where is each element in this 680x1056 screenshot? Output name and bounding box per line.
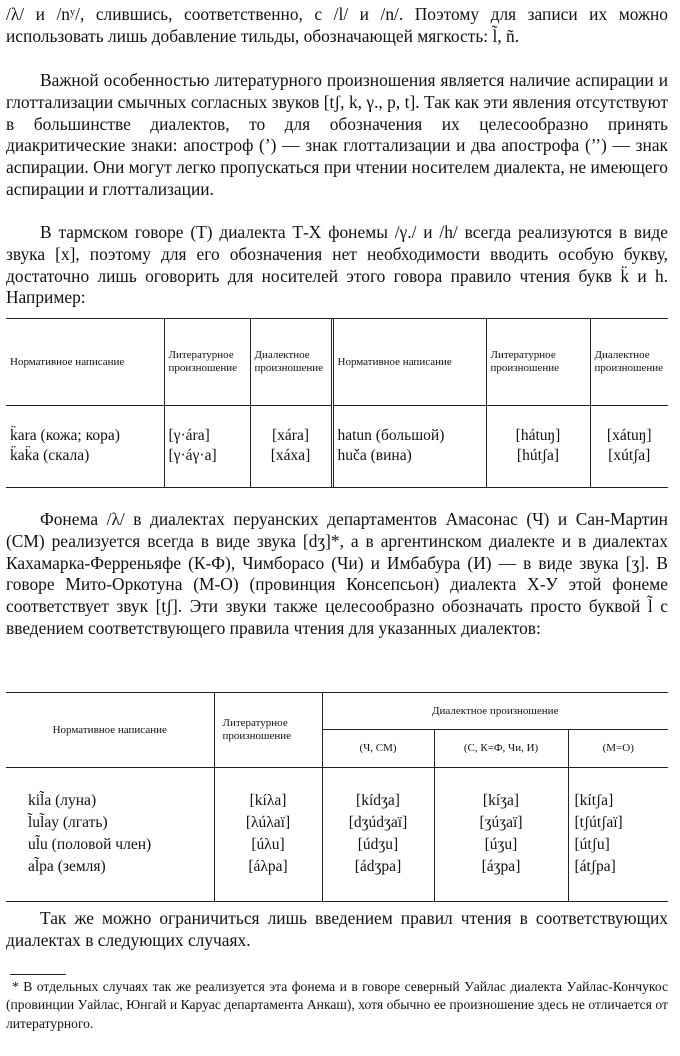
paragraph-4: Фонема /λ/ в диалектах перуанских департаментов Амасонас (Ч) и Сан-Мартин (СМ) реализуется всегда в виде звука [dʒ]*, а в аргентинском диалекте и в диалектах Кахамарка-Ферреньяфе (К-Ф), Чимборасо (Чи) и Имбабура (И) — в виде звука [ʒ]. В говоре Мито-Оркотуна (М-О) (провинция Консепсьон) диалекта Х-У этой фонеме соответствует звук [tʃ]. Эти звуки также целесообразно обозначать просто буквой l̃ с введением соответствующего правила чтения для указанных диалектов: bbox=[6, 509, 668, 638]
paragraph-3: В тармском говоре (Т) диалекта Т-Х фонемы /γ./ и /h/ всегда реализуются в виде звука [x], поэтому для его обозначения нет необходимости вводить особую букву, достаточно лишь оговорить для носителей этого говора правило чтения букв k̈ и h. Например: bbox=[6, 222, 668, 308]
table2-subheader: (М=О) bbox=[568, 729, 668, 767]
table1-header: Нормативное написание bbox=[332, 319, 486, 405]
table1-bottom-rule bbox=[6, 487, 668, 488]
table2-header-row bbox=[6, 693, 668, 729]
paragraph-2: Важной особенностью литературного произношения является наличие аспирации и глоттализации смычных согласных звуков [tʃ, k, γ., p, t]. Так как эти явления отсутствуют в большинстве диалектов, то для обозначения их целесообразно принять диакритические знаки: апостроф (’) — знак глоттализации и два апострофа (’’) — знак аспирации. Они могут легко пропускаться при чтении носителем диалекта, не имеющего аспирации и глоттализации. bbox=[6, 70, 668, 199]
table2-header: Нормативное написание bbox=[6, 693, 214, 767]
table1-body bbox=[6, 405, 668, 487]
table1-cell: k̈ara (кожа; кора) k̈ak̈a (скала) bbox=[6, 405, 164, 487]
paragraph-1: /λ/ и /nʸ/, слившись, соответственно, с /l/ и /n/. Поэтому для записи их можно использовать лишь добавление тильды, обозначающей мягкость: l̃, ñ. bbox=[6, 4, 668, 46]
table1-header: Нормативное написание bbox=[10, 355, 125, 368]
table-1 bbox=[6, 319, 668, 487]
table1-cell: [xára] [xáxa] bbox=[250, 405, 332, 487]
footnote-rule bbox=[10, 974, 66, 975]
table2-cell: [kídʒa] [dʒúdʒaï] [údʒu] [ádʒpa] bbox=[322, 767, 434, 901]
table1-cell: [xátuŋ] [xútʃa] bbox=[590, 405, 668, 487]
table2-header: Литературное произношение bbox=[214, 693, 322, 767]
table-2 bbox=[6, 693, 668, 901]
table1-cell: hatun (большой) huča (вина) bbox=[332, 405, 486, 487]
table1-header: Литературное произношение bbox=[164, 319, 250, 405]
table1-cell: [γ·ára] [γ·áγ·a] bbox=[164, 405, 250, 487]
table2-cell: kil̃a (луна) l̃ul̃ay (лгать) ul̃u (половой член) al̃pa (земля) bbox=[28, 792, 152, 876]
table2-cell: [kítʃa] [tʃútʃaï] [útʃu] [átʃpa] bbox=[568, 767, 668, 901]
table2-body bbox=[6, 767, 668, 901]
footnote: * В отдельных случаях так же реализуется эта фонема и в говоре северный Уайлас диалекта Уайлас-Кончукос (провинции Уайлас, Юнгай и Каруас департамента Анкаш), хотя обычно ее произношение здесь не отличается от литературного. bbox=[6, 979, 668, 1031]
table2-cell: [kíλa] [λúλaï] [úλu] [áλpa] bbox=[214, 767, 322, 901]
table1-header: Диалектное произношение bbox=[250, 319, 332, 405]
table2-header: Диалектное произношение bbox=[322, 693, 668, 729]
table1-header: Диалектное произношение bbox=[590, 319, 668, 405]
table1-header-row bbox=[6, 319, 668, 405]
table2-cell: [kíʒa] [ʒúʒaï] [úʒu] [áʒpa] bbox=[434, 767, 568, 901]
table1-cell: [hátuŋ] [hútʃa] bbox=[486, 405, 590, 487]
paragraph-5: Так же можно ограничиться лишь введением правил чтения в соответствующих диалектах в следующих случаях. bbox=[6, 908, 668, 950]
table1-header: Литературное произношение bbox=[486, 319, 590, 405]
table2-bottom-rule bbox=[6, 901, 668, 902]
table2-subheader: (Ч, СМ) bbox=[322, 729, 434, 767]
table2-subheader: (С, К=Ф, Чи, И) bbox=[434, 729, 568, 767]
